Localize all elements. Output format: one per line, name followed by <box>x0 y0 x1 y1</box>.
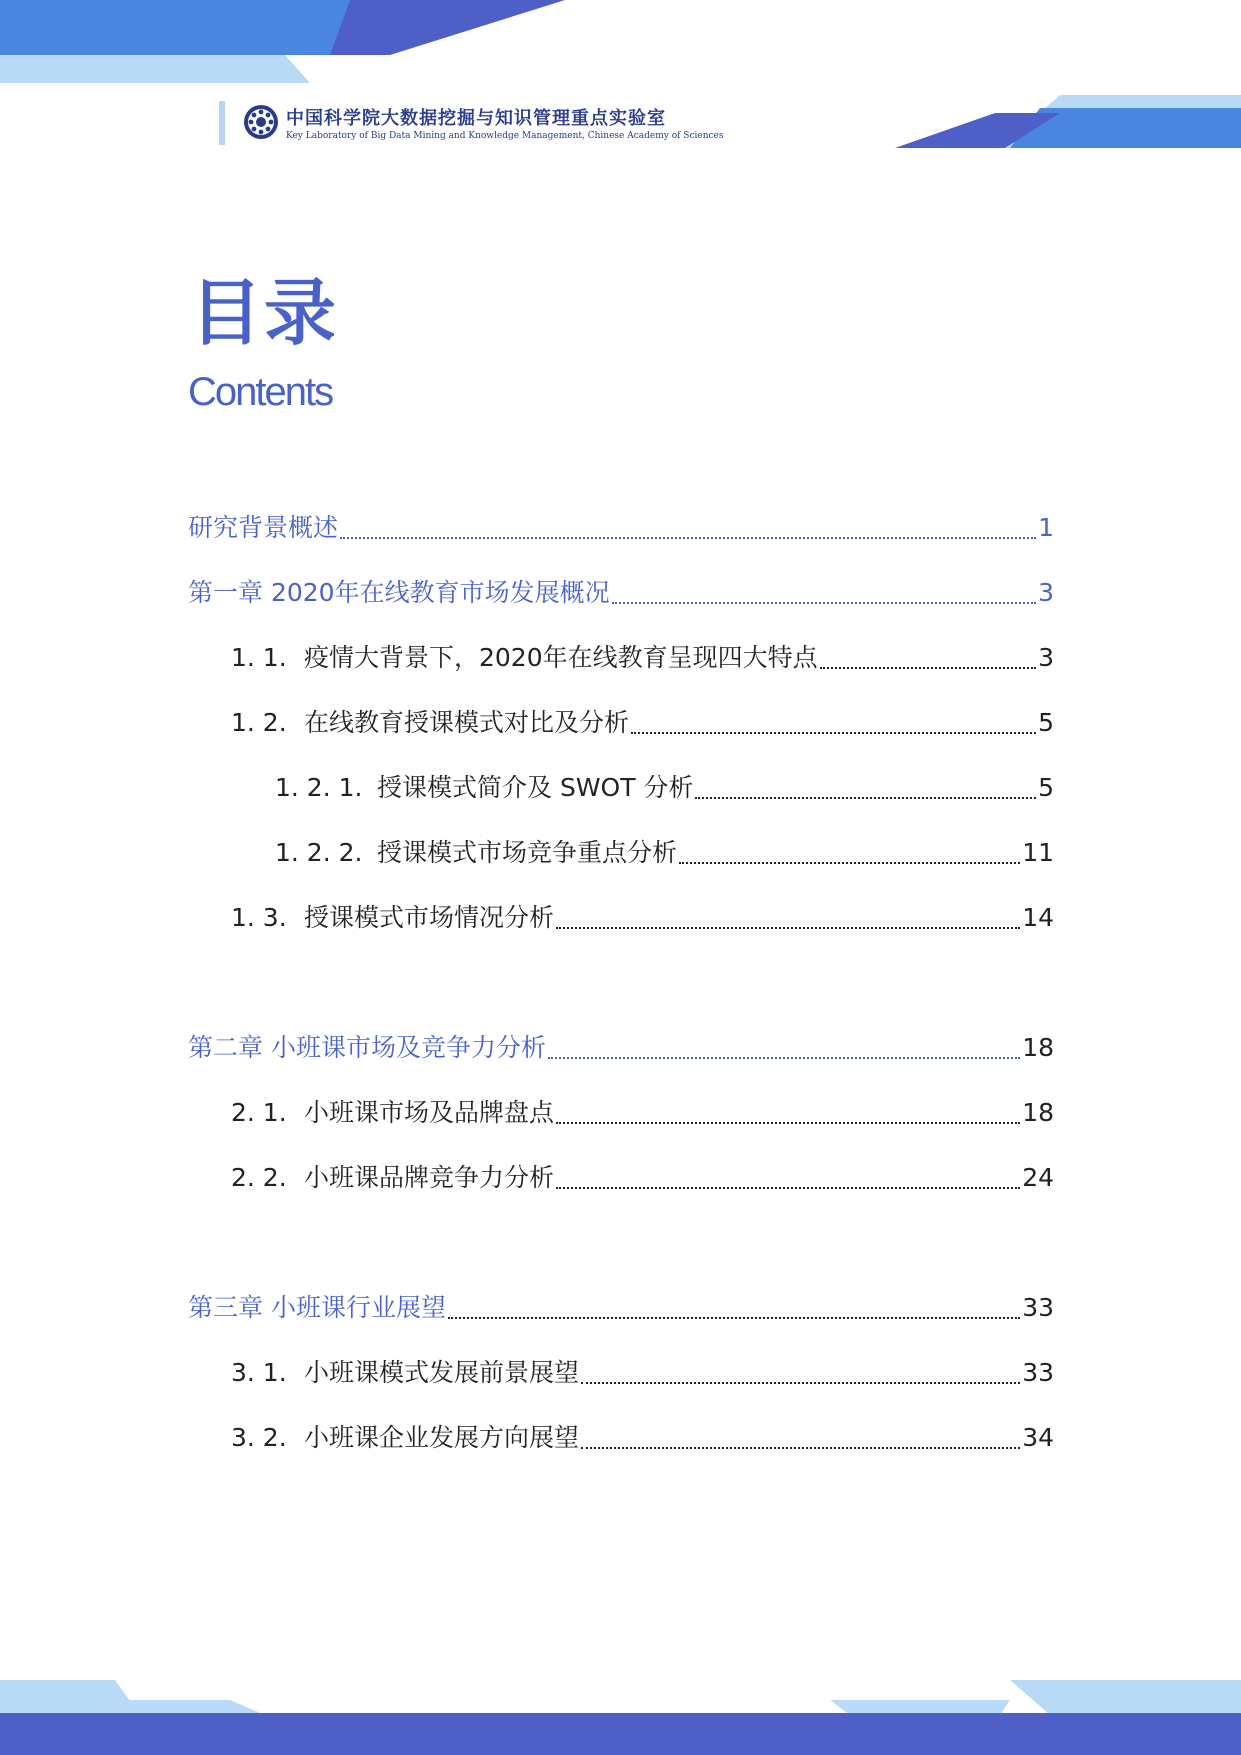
toc-number: 1. 2. <box>231 708 287 737</box>
toc-entry-1-2[interactable] <box>231 703 1054 739</box>
toc-entry-2-2[interactable] <box>231 1158 1054 1194</box>
toc-page: 34 <box>1022 1423 1054 1452</box>
toc-page: 14 <box>1022 903 1054 932</box>
toc-entry-3-1[interactable] <box>231 1353 1054 1389</box>
header-accent-bar <box>219 101 225 145</box>
lab-name-cn: 中国科学院大数据挖掘与知识管理重点实验室 <box>286 108 666 129</box>
toc-page: 5 <box>1038 773 1054 802</box>
toc-label: 研究背景概述 <box>188 513 339 542</box>
toc-label: 疫情大背景下，2020年在线教育呈现四大特点 <box>304 643 818 672</box>
toc-label: 第二章 小班课市场及竞争力分析 <box>188 1033 546 1062</box>
toc-leader <box>679 862 1020 864</box>
toc-page: 18 <box>1022 1098 1054 1127</box>
toc-label: 小班课品牌竞争力分析 <box>304 1163 555 1192</box>
toc-entry-chapter-3[interactable] <box>188 1288 1054 1324</box>
toc-number: 1. 2. 1. <box>275 773 363 802</box>
toc-page: 5 <box>1038 708 1054 737</box>
toc-entry-1-2-2[interactable] <box>275 833 1054 869</box>
toc-leader <box>556 1122 1020 1124</box>
cas-logo-icon <box>243 104 279 140</box>
page-title: 目录 <box>190 271 339 355</box>
toc-leader <box>548 1057 1020 1059</box>
toc-entry-chapter-2[interactable] <box>188 1028 1054 1064</box>
toc-leader <box>340 537 1036 539</box>
toc-entry-2-1[interactable] <box>231 1093 1054 1129</box>
page-subtitle: Contents <box>188 370 333 414</box>
toc-number: 2. 1. <box>231 1098 287 1127</box>
toc-label: 在线教育授课模式对比及分析 <box>304 708 630 737</box>
toc-leader <box>448 1317 1020 1319</box>
toc-label: 第一章 2020年在线教育市场发展概况 <box>188 578 610 607</box>
toc-page: 3 <box>1038 643 1054 672</box>
toc-entry-1-2-1[interactable] <box>275 768 1054 804</box>
toc-page: 1 <box>1038 513 1054 542</box>
toc-number: 1. 3. <box>231 903 287 932</box>
toc-label: 授课模式简介及 SWOT 分析 <box>377 773 694 802</box>
toc-label: 小班课企业发展方向展望 <box>304 1423 580 1452</box>
toc-leader <box>820 667 1036 669</box>
toc-number: 1. 1. <box>231 643 287 672</box>
toc-number: 1. 2. 2. <box>275 838 363 867</box>
toc-page: 3 <box>1038 578 1054 607</box>
toc-page: 18 <box>1022 1033 1054 1062</box>
toc-page: 11 <box>1022 838 1054 867</box>
toc-entry-intro[interactable] <box>188 508 1054 544</box>
toc-entry-1-1[interactable] <box>231 638 1054 674</box>
toc-label: 小班课模式发展前景展望 <box>304 1358 580 1387</box>
toc-page: 24 <box>1022 1163 1054 1192</box>
toc-number: 3. 1. <box>231 1358 287 1387</box>
toc-entry-chapter-1[interactable] <box>188 573 1054 609</box>
toc-leader <box>612 602 1037 604</box>
toc-entry-3-2[interactable] <box>231 1418 1054 1454</box>
toc-leader <box>556 1187 1020 1189</box>
toc-label: 小班课市场及品牌盘点 <box>304 1098 555 1127</box>
toc-label: 授课模式市场竞争重点分析 <box>377 838 678 867</box>
toc-leader <box>581 1447 1020 1449</box>
toc-label: 第三章 小班课行业展望 <box>188 1293 446 1322</box>
lab-name-en: Key Laboratory of Big Data Mining and Knowledge Management, Chinese Academy of Sciences <box>286 131 724 141</box>
toc-entry-1-3[interactable] <box>231 898 1054 934</box>
toc-leader <box>581 1382 1020 1384</box>
toc-leader <box>631 732 1036 734</box>
toc-page: 33 <box>1022 1358 1054 1387</box>
toc-number: 2. 2. <box>231 1163 287 1192</box>
toc-leader <box>556 927 1020 929</box>
toc-label: 授课模式市场情况分析 <box>304 903 555 932</box>
toc-number: 3. 2. <box>231 1423 287 1452</box>
toc-leader <box>695 797 1036 799</box>
toc-page: 33 <box>1022 1293 1054 1322</box>
